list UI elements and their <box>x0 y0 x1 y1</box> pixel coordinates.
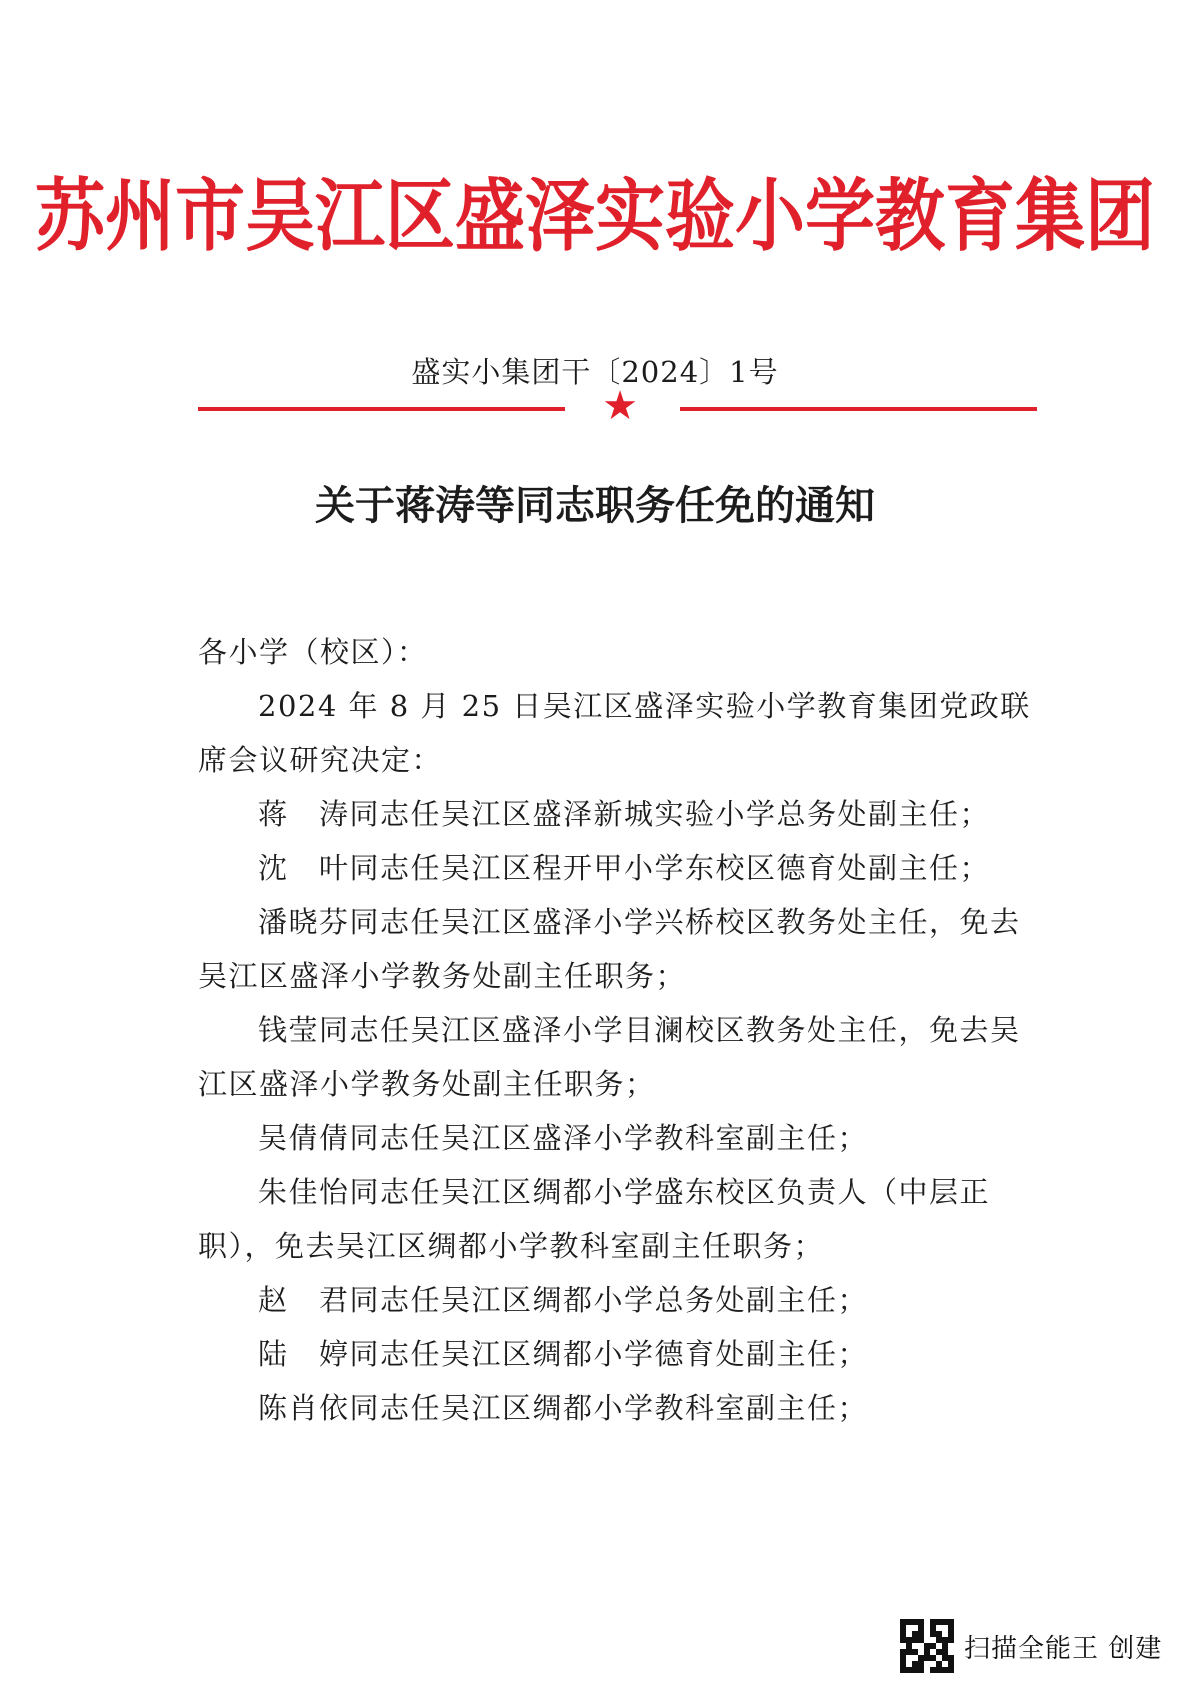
red-divider-left <box>198 407 565 411</box>
notice-title: 关于蒋涛等同志职务任免的通知 <box>315 483 875 529</box>
doc-number: 盛实小集团干〔2024〕1号 <box>411 355 779 389</box>
body-line: 沈 叶同志任吴江区程开甲小学东校区德育处副主任； <box>258 851 991 885</box>
body-line: 席会议研究决定： <box>198 743 443 777</box>
body-line: 吴倩倩同志任吴江区盛泽小学教科室副主任； <box>258 1121 869 1155</box>
qr-code-icon <box>900 1619 954 1673</box>
scanner-watermark <box>900 1618 1162 1674</box>
body-line: 陆 婷同志任吴江区绸都小学德育处副主任； <box>258 1337 869 1371</box>
org-title: 苏州市吴江区盛泽实验小学教育集团 <box>35 170 1155 262</box>
star-icon: ★ <box>602 383 638 429</box>
body-line: 钱莹同志任吴江区盛泽小学目澜校区教务处主任，免去吴 <box>258 1013 1021 1047</box>
salutation: 各小学（校区）： <box>198 635 428 669</box>
body-line: 吴江区盛泽小学教务处副主任职务； <box>198 959 687 993</box>
body-line: 朱佳怡同志任吴江区绸都小学盛东校区负责人（中层正 <box>258 1175 991 1209</box>
body-line: 职），免去吴江区绸都小学教科室副主任职务； <box>198 1229 825 1263</box>
notice-body <box>198 625 1031 1435</box>
body-line: 江区盛泽小学教务处副主任职务； <box>198 1067 656 1101</box>
body-line: 陈肖依同志任吴江区绸都小学教科室副主任； <box>258 1391 869 1425</box>
notice-paragraphs <box>198 679 1031 1435</box>
body-line: 2024 年 8 月 25 日吴江区盛泽实验小学教育集团党政联 <box>258 689 1031 723</box>
body-line: 蒋 涛同志任吴江区盛泽新城实验小学总务处副主任； <box>258 797 991 831</box>
body-line: 赵 君同志任吴江区绸都小学总务处副主任； <box>258 1283 869 1317</box>
watermark-label: 扫描全能王 创建 <box>964 1633 1163 1664</box>
body-line: 潘晓芬同志任吴江区盛泽小学兴桥校区教务处主任，免去 <box>258 905 1021 939</box>
red-divider-right <box>680 407 1037 411</box>
